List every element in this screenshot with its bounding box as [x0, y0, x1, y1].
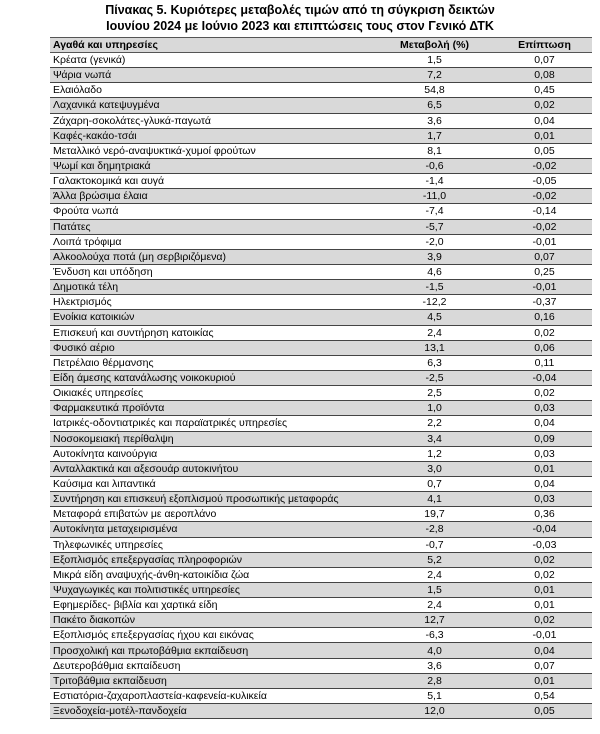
- row-change: 2,4: [372, 567, 497, 582]
- row-impact: 0,07: [497, 658, 592, 673]
- row-change: -1,4: [372, 174, 497, 189]
- row-name: Αυτοκίνητα καινούργια: [50, 446, 372, 461]
- row-impact: -0,02: [497, 189, 592, 204]
- table-row: [50, 295, 592, 310]
- table-row: [50, 461, 592, 476]
- row-impact: 0,07: [497, 53, 592, 68]
- row-change: 1,2: [372, 446, 497, 461]
- row-change: 3,9: [372, 249, 497, 264]
- row-name: Ανταλλακτικά και αξεσουάρ αυτοκινήτου: [50, 461, 372, 476]
- row-impact: 0,04: [497, 643, 592, 658]
- row-name: Φαρμακευτικά προϊόντα: [50, 401, 372, 416]
- row-name: Αυτοκίνητα μεταχειρισμένα: [50, 522, 372, 537]
- row-impact: 0,05: [497, 143, 592, 158]
- row-impact: 0,11: [497, 355, 592, 370]
- row-name: Εστιατόρια-ζαχαροπλαστεία-καφενεία-κυλικεία: [50, 688, 372, 703]
- row-name: Συντήρηση και επισκευή εξοπλισμού προσωπικής μεταφοράς: [50, 492, 372, 507]
- row-change: 6,3: [372, 355, 497, 370]
- table-row: [50, 613, 592, 628]
- row-impact: 0,03: [497, 446, 592, 461]
- row-change: -5,7: [372, 219, 497, 234]
- row-name: Μικρά είδη αναψυχής-άνθη-κατοικίδια ζώα: [50, 567, 372, 582]
- table-row: [50, 673, 592, 688]
- row-change: 1,5: [372, 582, 497, 597]
- row-change: 12,7: [372, 613, 497, 628]
- row-change: 2,2: [372, 416, 497, 431]
- row-change: 4,0: [372, 643, 497, 658]
- row-change: 19,7: [372, 507, 497, 522]
- row-name: Ένδυση και υπόδηση: [50, 264, 372, 279]
- title-line-2: Ιουνίου 2024 με Ιούνιο 2023 και επιπτώσεις τους στον Γενικό ΔΤΚ: [106, 19, 494, 33]
- row-name: Εξοπλισμός επεξεργασίας ήχου και εικόνας: [50, 628, 372, 643]
- row-change: 2,4: [372, 598, 497, 613]
- row-impact: -0,02: [497, 158, 592, 173]
- row-impact: 0,04: [497, 416, 592, 431]
- row-change: 3,6: [372, 658, 497, 673]
- row-name: Λοιπά τρόφιμα: [50, 234, 372, 249]
- price-changes-table: [50, 37, 592, 719]
- table-row: [50, 643, 592, 658]
- row-change: -2,5: [372, 370, 497, 385]
- row-name: Τηλεφωνικές υπηρεσίες: [50, 537, 372, 552]
- row-name: Νοσοκομειακή περίθαλψη: [50, 431, 372, 446]
- row-impact: 0,01: [497, 461, 592, 476]
- table-row: [50, 340, 592, 355]
- row-impact: -0,04: [497, 522, 592, 537]
- row-name: Τριτοβάθμια εκπαίδευση: [50, 673, 372, 688]
- row-name: Μεταφορά επιβατών με αεροπλάνο: [50, 507, 372, 522]
- row-name: Άλλα βρώσιμα έλαια: [50, 189, 372, 204]
- table-row: [50, 83, 592, 98]
- table-row: [50, 446, 592, 461]
- row-name: Μεταλλικό νερό-αναψυκτικά-χυμοί φρούτων: [50, 143, 372, 158]
- row-impact: -0,03: [497, 537, 592, 552]
- table-row: [50, 53, 592, 68]
- row-name: Πακέτο διακοπών: [50, 613, 372, 628]
- row-name: Ζάχαρη-σοκολάτες-γλυκά-παγωτά: [50, 113, 372, 128]
- row-name: Εφημερίδες- βιβλία και χαρτικά είδη: [50, 598, 372, 613]
- row-impact: 0,36: [497, 507, 592, 522]
- row-name: Ενοίκια κατοικιών: [50, 310, 372, 325]
- table-row: [50, 219, 592, 234]
- row-change: 0,7: [372, 476, 497, 491]
- row-name: Κρέατα (γενικά): [50, 53, 372, 68]
- table-row: [50, 355, 592, 370]
- row-name: Δευτεροβάθμια εκπαίδευση: [50, 658, 372, 673]
- table-row: [50, 325, 592, 340]
- row-change: 13,1: [372, 340, 497, 355]
- row-impact: 0,03: [497, 492, 592, 507]
- table-row: [50, 370, 592, 385]
- table-row: [50, 567, 592, 582]
- table-row: [50, 431, 592, 446]
- table-row: [50, 537, 592, 552]
- row-name: Καύσιμα και λιπαντικά: [50, 476, 372, 491]
- row-impact: 0,45: [497, 83, 592, 98]
- table-row: [50, 204, 592, 219]
- row-name: Ξενοδοχεία-μοτέλ-πανδοχεία: [50, 704, 372, 719]
- row-impact: 0,02: [497, 325, 592, 340]
- table-row: [50, 386, 592, 401]
- row-name: Ψυχαγωγικές και πολιτιστικές υπηρεσίες: [50, 582, 372, 597]
- row-change: -12,2: [372, 295, 497, 310]
- table-row: [50, 416, 592, 431]
- table-row: [50, 688, 592, 703]
- row-change: -7,4: [372, 204, 497, 219]
- table-row: [50, 249, 592, 264]
- row-impact: 0,01: [497, 673, 592, 688]
- table-row: [50, 658, 592, 673]
- row-name: Πετρέλαιο θέρμανσης: [50, 355, 372, 370]
- row-impact: -0,04: [497, 370, 592, 385]
- row-change: 1,5: [372, 53, 497, 68]
- row-impact: -0,14: [497, 204, 592, 219]
- table-row: [50, 582, 592, 597]
- table-title: [0, 0, 600, 34]
- row-change: 7,2: [372, 68, 497, 83]
- row-change: 8,1: [372, 143, 497, 158]
- row-name: Καφές-κακάο-τσάι: [50, 128, 372, 143]
- row-impact: 0,02: [497, 386, 592, 401]
- row-impact: 0,04: [497, 113, 592, 128]
- table-row: [50, 189, 592, 204]
- row-impact: 0,25: [497, 264, 592, 279]
- row-name: Προσχολική και πρωτοβάθμια εκπαίδευση: [50, 643, 372, 658]
- row-name: Επισκευή και συντήρηση κατοικίας: [50, 325, 372, 340]
- row-name: Ιατρικές-οδοντιατρικές και παραϊατρικές υπηρεσίες: [50, 416, 372, 431]
- table-row: [50, 598, 592, 613]
- row-change: 2,5: [372, 386, 497, 401]
- row-impact: 0,04: [497, 476, 592, 491]
- row-name: Δημοτικά τέλη: [50, 280, 372, 295]
- row-name: Λαχανικά κατεψυγμένα: [50, 98, 372, 113]
- row-change: 4,6: [372, 264, 497, 279]
- row-change: 1,0: [372, 401, 497, 416]
- table-row: [50, 552, 592, 567]
- header-row: [50, 38, 592, 53]
- row-change: -0,6: [372, 158, 497, 173]
- row-name: Φυσικό αέριο: [50, 340, 372, 355]
- row-change: 4,5: [372, 310, 497, 325]
- row-impact: 0,07: [497, 249, 592, 264]
- row-impact: 0,02: [497, 567, 592, 582]
- row-impact: 0,16: [497, 310, 592, 325]
- row-change: 3,4: [372, 431, 497, 446]
- row-name: Γαλακτοκομικά και αυγά: [50, 174, 372, 189]
- row-change: 54,8: [372, 83, 497, 98]
- row-impact: 0,02: [497, 613, 592, 628]
- row-impact: 0,09: [497, 431, 592, 446]
- row-change: -2,0: [372, 234, 497, 249]
- table-row: [50, 113, 592, 128]
- table-body: [50, 53, 592, 719]
- row-change: 3,6: [372, 113, 497, 128]
- row-change: -1,5: [372, 280, 497, 295]
- table-row: [50, 128, 592, 143]
- table-row: [50, 522, 592, 537]
- table-row: [50, 628, 592, 643]
- row-impact: -0,05: [497, 174, 592, 189]
- row-change: 3,0: [372, 461, 497, 476]
- row-change: 2,4: [372, 325, 497, 340]
- table-row: [50, 280, 592, 295]
- row-change: -2,8: [372, 522, 497, 537]
- row-impact: -0,37: [497, 295, 592, 310]
- row-impact: -0,01: [497, 234, 592, 249]
- table-row: [50, 98, 592, 113]
- row-name: Αλκοολούχα ποτά (μη σερβιριζόμενα): [50, 249, 372, 264]
- table-row: [50, 401, 592, 416]
- table-row: [50, 68, 592, 83]
- row-name: Ελαιόλαδο: [50, 83, 372, 98]
- header-change: Μεταβολή (%): [372, 38, 497, 53]
- row-impact: -0,02: [497, 219, 592, 234]
- row-impact: 0,54: [497, 688, 592, 703]
- title-line-1: Πίνακας 5. Κυριότερες μεταβολές τιμών από τη σύγκριση δεικτών: [105, 3, 495, 17]
- table-row: [50, 476, 592, 491]
- row-change: 2,8: [372, 673, 497, 688]
- row-impact: 0,08: [497, 68, 592, 83]
- row-change: 4,1: [372, 492, 497, 507]
- table-row: [50, 264, 592, 279]
- table-row: [50, 310, 592, 325]
- table-row: [50, 492, 592, 507]
- row-impact: 0,01: [497, 128, 592, 143]
- row-change: -11,0: [372, 189, 497, 204]
- row-change: -0,7: [372, 537, 497, 552]
- row-impact: 0,06: [497, 340, 592, 355]
- row-impact: 0,02: [497, 98, 592, 113]
- header-goods-services: Αγαθά και υπηρεσίες: [50, 38, 372, 53]
- row-impact: 0,01: [497, 598, 592, 613]
- row-name: Πατάτες: [50, 219, 372, 234]
- row-impact: 0,05: [497, 704, 592, 719]
- row-change: 12,0: [372, 704, 497, 719]
- table-row: [50, 507, 592, 522]
- table-row: [50, 143, 592, 158]
- table-row: [50, 174, 592, 189]
- row-change: 1,7: [372, 128, 497, 143]
- row-impact: 0,02: [497, 552, 592, 567]
- row-impact: 0,01: [497, 582, 592, 597]
- row-impact: -0,01: [497, 280, 592, 295]
- row-name: Ηλεκτρισμός: [50, 295, 372, 310]
- row-impact: 0,03: [497, 401, 592, 416]
- table-row: [50, 158, 592, 173]
- row-name: Ψάρια νωπά: [50, 68, 372, 83]
- row-change: 6,5: [372, 98, 497, 113]
- row-name: Φρούτα νωπά: [50, 204, 372, 219]
- row-name: Ψωμί και δημητριακά: [50, 158, 372, 173]
- header-impact: Επίπτωση: [497, 38, 592, 53]
- table-row: [50, 704, 592, 719]
- row-name: Οικιακές υπηρεσίες: [50, 386, 372, 401]
- row-change: 5,1: [372, 688, 497, 703]
- table-row: [50, 234, 592, 249]
- row-name: Είδη άμεσης κατανάλωσης νοικοκυριού: [50, 370, 372, 385]
- row-impact: -0,01: [497, 628, 592, 643]
- row-name: Εξοπλισμός επεξεργασίας πληροφοριών: [50, 552, 372, 567]
- row-change: -6,3: [372, 628, 497, 643]
- row-change: 5,2: [372, 552, 497, 567]
